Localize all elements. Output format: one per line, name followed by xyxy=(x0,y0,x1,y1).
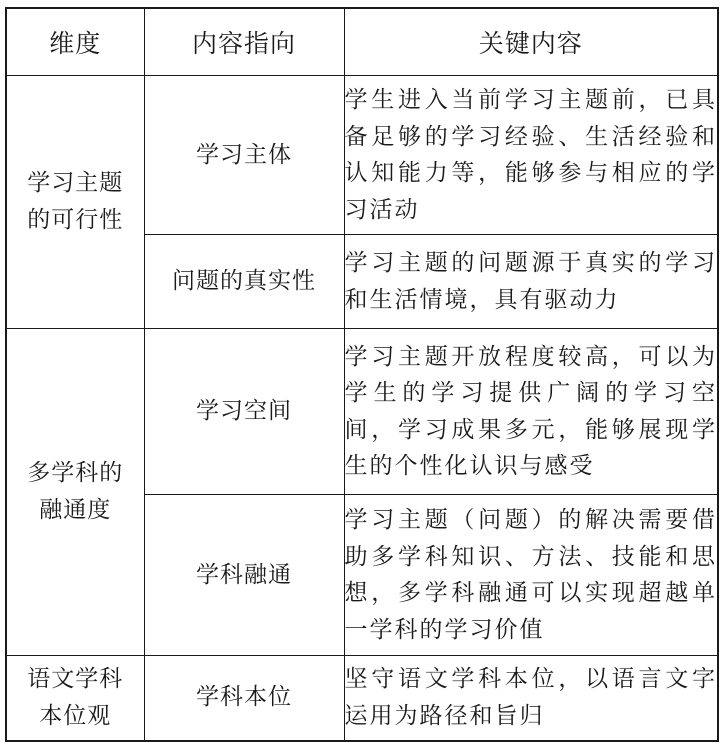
header-row xyxy=(6,8,718,76)
content-cell: 学生进入当前学习主题前，已具备足够的学习经验、生活经验和认知能力等，能够参与相应的学习活动 xyxy=(344,76,718,235)
dimension-cell xyxy=(6,656,144,741)
direction-cell: 学习主体 xyxy=(144,76,344,235)
header-key-content: 关键内容 xyxy=(344,8,718,76)
dimension-line: 融通度 xyxy=(39,497,112,523)
criteria-table xyxy=(5,7,719,742)
direction-cell: 学科本位 xyxy=(144,656,344,741)
content-cell: 学习主题开放程度较高，可以为学生的学习提供广阔的学习空间，学习成果多元，能够展现学生的个性化认识与感受 xyxy=(344,329,718,495)
content-cell: 学习主题的问题源于真实的学习和生活情境，具有驱动力 xyxy=(344,235,718,329)
header-dimension: 维度 xyxy=(6,8,144,76)
dimension-line: 语文学科 xyxy=(27,665,124,692)
header-direction: 内容指向 xyxy=(144,8,344,76)
direction-cell: 学科融通 xyxy=(144,495,344,656)
dimension-line: 学习主题 xyxy=(27,170,124,196)
table-row xyxy=(6,656,718,741)
dimension-cell xyxy=(6,76,144,329)
content-cell: 学习主题（问题）的解决需要借助多学科知识、方法、技能和思想，多学科融通可以实现超越单一学科的学习价值 xyxy=(344,495,718,656)
table-row xyxy=(6,329,718,495)
direction-cell: 学习空间 xyxy=(144,329,344,495)
content-cell: 坚守语文学科本位，以语言文字运用为路径和旨归 xyxy=(344,656,718,741)
dimension-cell xyxy=(6,329,144,656)
dimension-line: 多学科的 xyxy=(27,460,124,486)
table-row xyxy=(6,76,718,235)
direction-cell: 问题的真实性 xyxy=(144,235,344,329)
dimension-line: 的可行性 xyxy=(27,207,124,233)
dimension-line: 本位观 xyxy=(39,702,112,729)
